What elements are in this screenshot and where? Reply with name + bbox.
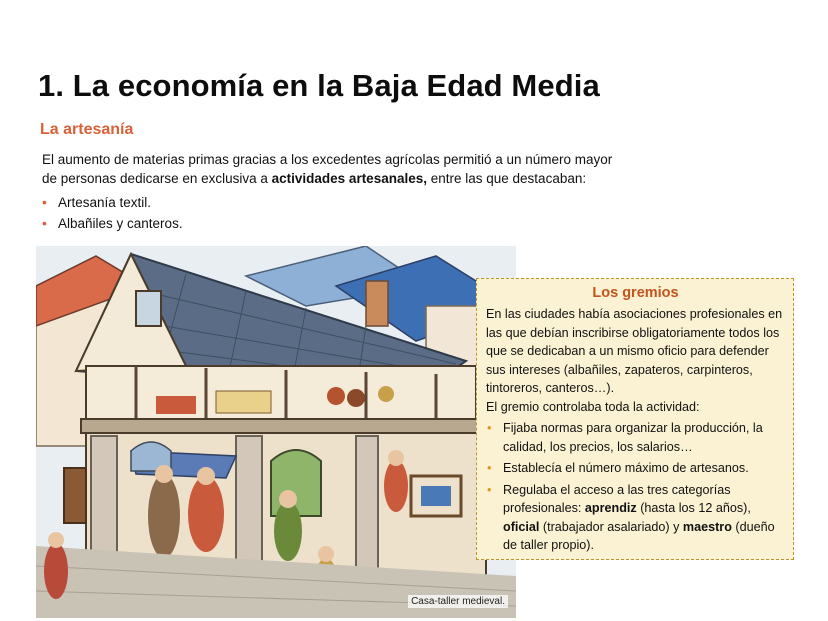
intro-line1: El aumento de materias primas gracias a los excedentes agrícolas permitió a un número mayor — [42, 152, 613, 167]
list-item: • Artesanía textil. — [42, 192, 183, 213]
term-oficial: oficial — [503, 519, 540, 534]
page-title: 1. La economía en la Baja Edad Media — [38, 68, 600, 103]
workshop-drawing — [36, 246, 516, 618]
artesania-list — [42, 192, 183, 234]
term-maestro: maestro — [682, 519, 732, 534]
item3-post: (dueño de taller propio). — [503, 519, 775, 552]
list-item — [486, 481, 785, 555]
intro-line2-bold: actividades artesanales, — [271, 171, 427, 186]
term-aprendiz: aprendiz — [584, 501, 637, 515]
gremios-box — [476, 278, 794, 560]
item3-mid1: (hasta los 12 años), — [636, 501, 751, 515]
list-item: • Albañiles y canteros. — [42, 213, 183, 234]
medieval-workshop-illustration — [36, 246, 516, 618]
gremios-title: Los gremios — [592, 285, 679, 301]
intro-paragraph — [42, 150, 682, 188]
gremios-paragraph2: El gremio controlaba toda la actividad: — [486, 399, 700, 414]
list-item: • Fijaba normas para organizar la producción, la calidad, los precios, los salarios… — [486, 419, 785, 456]
item3-mid2: (trabajador asalariado) y — [539, 519, 683, 534]
gremios-paragraph1: En las ciudades había asociaciones profesionales en las que debían inscribirse obligatoriamente todos los que se dedicaban a un mismo oficio para defender sus intereses (albañiles, zapateros, carpinteros, tintoreros, canteros…). — [486, 307, 783, 395]
intro-line2-pre: de personas dedicarse en exclusiva a — [42, 171, 272, 186]
section-subtitle: La artesanía — [40, 121, 134, 138]
intro-line2-post: entre las que destacaban: — [426, 171, 587, 186]
gremios-list — [486, 419, 785, 555]
illustration-caption: Casa-taller medieval. — [408, 595, 508, 608]
item3-pre: Regulaba el acceso a las tres categorías profesionales: — [503, 482, 731, 515]
list-item: • Establecía el número máximo de artesanos. — [486, 459, 785, 478]
